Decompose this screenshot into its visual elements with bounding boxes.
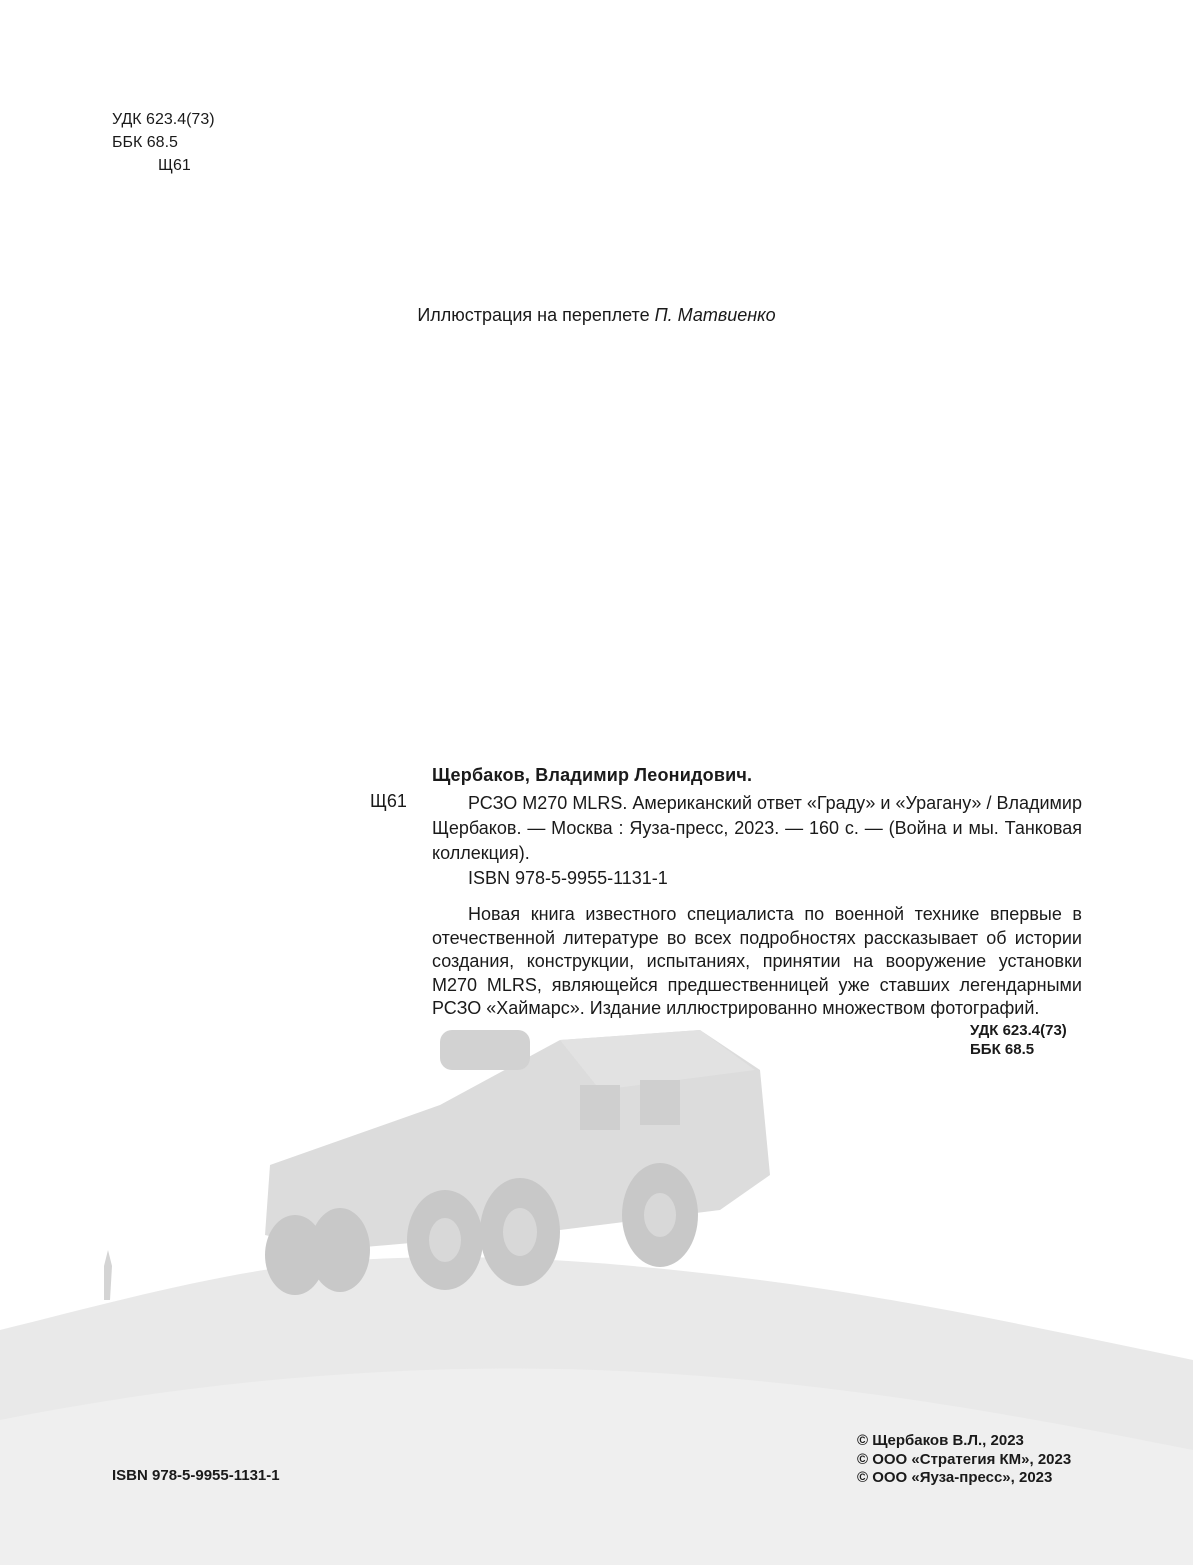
author-mark: Щ61: [158, 157, 191, 174]
bibliographic-description: РСЗО M270 MLRS. Американский ответ «Граду» и «Урагану» / Владимир Щербаков. — Москва : Яуза-пресс, 2023. — 160 с. — (Война и мы. Танковая коллекция).: [432, 793, 1082, 863]
catalog-code: Щ61: [370, 791, 407, 811]
catalog-author: Щербаков, Владимир Леонидович.: [432, 765, 753, 785]
top-classification: [112, 108, 215, 177]
copyright-line: © Щербаков В.Л., 2023: [857, 1432, 1024, 1449]
illustration-label: Иллюстрация на переплете: [417, 305, 650, 325]
copyright-block: [857, 1432, 1071, 1488]
catalog-isbn: ISBN 978-5-9955-1131-1: [468, 868, 668, 888]
annotation: Новая книга известного специалиста по военной технике впервые в отечественной литературе во всех подробностях рассказывает об истории создания, конструкции, испытаниях, принятии на вооружение установки M270 MLRS, являющейся предшественницей уже ставших легендарными РСЗО «Хаймарс». Издание иллюстрированно множеством фотографий.: [432, 904, 1082, 1018]
figure-shape: [104, 1250, 112, 1300]
footer-isbn: ISBN 978-5-9955-1131-1: [112, 1467, 280, 1484]
illustration-credit: [0, 305, 1193, 326]
catalog-udk: УДК 623.4(73): [970, 1022, 1067, 1039]
udk-code: УДК 623.4(73): [112, 111, 215, 128]
catalog-classification: [970, 1021, 1067, 1059]
illustration-artist: П. Матвиенко: [654, 305, 776, 325]
bbk-code: ББК 68.5: [112, 134, 178, 151]
copyright-line: © ООО «Стратегия КМ», 2023: [857, 1450, 1072, 1468]
catalog-bbk: ББК 68.5: [970, 1041, 1035, 1058]
copyright-line: © ООО «Яуза-пресс», 2023: [857, 1469, 1053, 1486]
